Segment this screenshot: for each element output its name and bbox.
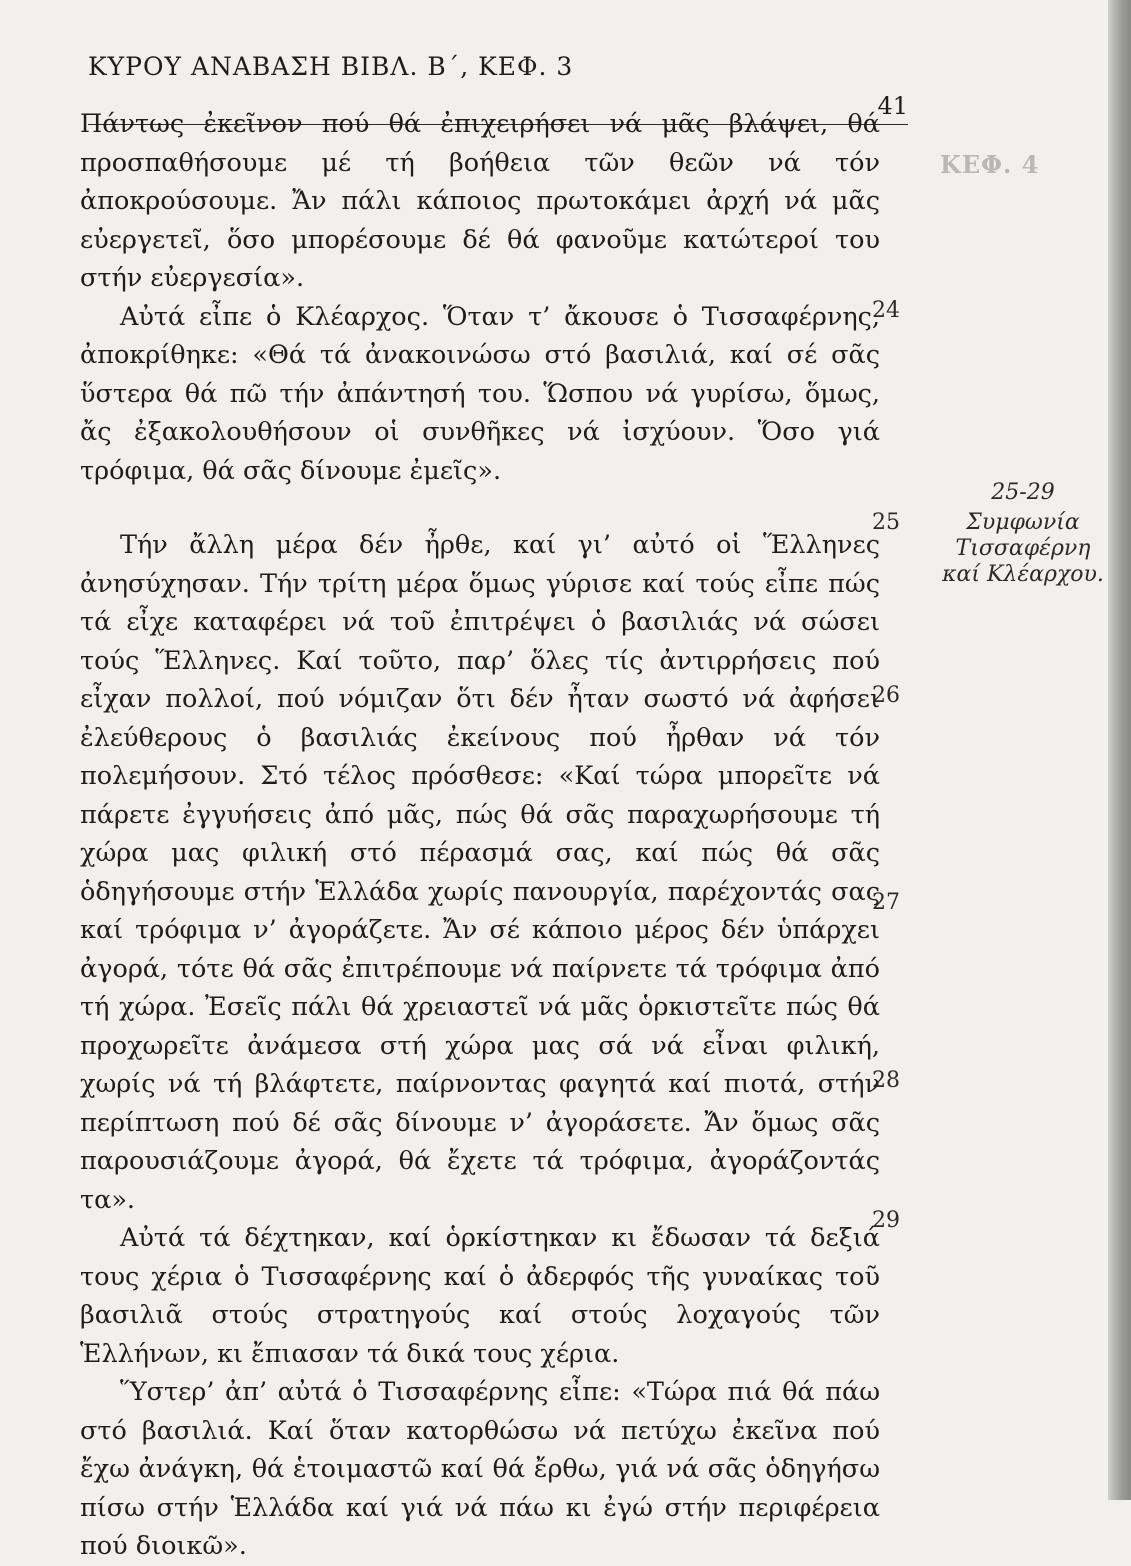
paragraph-24: Αὐτά εἶπε ὁ Κλέαρχος. Ὅταν τ’ ἄκουσε ὁ Τισσαφέρνης, ἀποκρίθηκε: «Θά τά ἀνακοινώσω στό βασιλιά, καί σέ σᾶς ὕστερα θά πῶ τήν ἀπάντησή του. Ὥσπου νά γυρίσω, ὅμως, ἄς ἐξακολουθήσουν οἱ συνθῆκες νά ἰσχύουν. Ὅσο γιά τρόφιμα, θά σᾶς δίνουμε ἐμεῖς».: [80, 301, 880, 486]
running-head: ΚΥΡΟΥ ΑΝΑΒΑΣΗ ΒΙΒΛ. Β΄, ΚΕΦ. 3: [88, 52, 574, 81]
sidenote-range: 25-29: [991, 480, 1055, 505]
page-number: 41: [877, 92, 908, 120]
main-text: [80, 105, 880, 1566]
section-number-24: 24: [872, 298, 900, 323]
section-number-29: 29: [872, 1208, 900, 1233]
paragraph-28: Αὐτά τά δέχτηκαν, καί ὁρκίστηκαν κι ἔδωσαν τά δεξιά τους χέρια ὁ Τισσαφέρνης καί ὁ ἀδερφός τῆς γυναίκας τοῦ βασιλιᾶ στούς στρατηγούς καί στούς λοχαγούς τῶν Ἑλλήνων, κι ἔπιασαν τά δικά τους χέρια.: [80, 1223, 880, 1369]
section-number-28: 28: [872, 1068, 900, 1093]
margin-sidenote: [938, 480, 1108, 588]
section-number-26: 26: [872, 683, 900, 708]
paragraph-continuation: Πάντως ἐκεῖνον πού θά ἐπιχειρήσει νά μᾶς βλάψει, θά προσπαθήσουμε μέ τή βοήθεια τῶν θεῶν νά τόν ἀποκρούσουμε. Ἄν πάλι κάποιος πρωτοκάμει ἀρχή νά μᾶς εὐεργετεῖ, ὅσο μπορέσουμε δέ θά φανοῦμε κατώτεροί του στήν εὐεργεσία».: [80, 109, 880, 293]
sidenote-line-3: καί Κλέαρχου.: [942, 562, 1104, 587]
book-gutter: [1108, 0, 1131, 1500]
paragraph-25: Τήν ἄλλη μέρα δέν ἦρθε, καί γι’ αὐτό οἱ Ἕλληνες ἀνησύχησαν. Τήν τρίτη μέρα ὅμως γύρισε καί τούς εἶπε πώς τά εἶχε καταφέρει νά τοῦ ἐπιτρέψει ὁ βασιλιάς νά σώσει τούς Ἕλληνες. Καί τοῦτο, παρ’ ὅλες τίς ἀντιρρήσεις πού εἶχαν πολλοί, πού νόμιζαν ὅτι δέν ἦταν σωστό νά ἀφήσει ἐλεύθερους ὁ βασιλιάς ἐκείνους πού ἦρθαν νά τόν πολεμήσουν. Στό τέλος πρόσθεσε: «Καί τώρα μπορεῖτε νά πάρετε ἐγγυήσεις ἀπό μᾶς, πώς θά σᾶς παραχωρήσουμε τή χώρα μας φιλική στό πέρασμά σας, καί πώς θά σᾶς ὁδηγήσουμε στήν Ἑλλάδα χωρίς πανουργία, παρέχοντάς σας καί τρόφιμα ν’ ἀγοράζετε. Ἄν σέ κάποιο μέρος δέν ὑπάρχει ἀγορά, τότε θά σᾶς ἐπιτρέπουμε νά παίρνετε τά τρόφιμα ἀπό τή χώρα. Ἐσεῖς πάλι θά χρειαστεῖ νά μᾶς ὁρκιστεῖτε πώς θά προχωρεῖτε ἀνάμεσα στή χώρα μας σά νά εἶναι φιλική, χωρίς νά τή βλάφτετε, παίρνοντας φαγητά καί πιοτά, στήν περίπτωση πού δέ σᾶς δίνουμε ν’ ἀγοράσετε. Ἄν ὅμως σᾶς παρουσιάζουμε ἀγορά, θά ἔχετε τά τρόφιμα, ἀγοράζοντάς τα».: [80, 530, 880, 1215]
section-number-27: 27: [872, 890, 900, 915]
section-number-25: 25: [872, 510, 900, 535]
paragraph-29: Ὕστερ’ ἀπ’ αὐτά ὁ Τισσαφέρνης εἶπε: «Τώρα πιά θά πάω στό βασιλιά. Καί ὅταν κατορθώσω νά πετύχω ἐκεῖνα πού ἔχω ἀνάγκη, θά ἑτοιμαστῶ καί θά ἔρθω, γιά νά σᾶς ὁδηγήσω πίσω στήν Ἑλλάδα καί γιά νά πάω κι ἐγώ στήν περιφέρεια πού διοικῶ».: [80, 1377, 880, 1561]
sidenote-line-2: Τισσαφέρνη: [955, 536, 1091, 561]
show-through-chapter-label: ΚΕΦ. 4: [940, 150, 1040, 179]
sidenote-line-1: Συμφωνία: [966, 510, 1080, 535]
